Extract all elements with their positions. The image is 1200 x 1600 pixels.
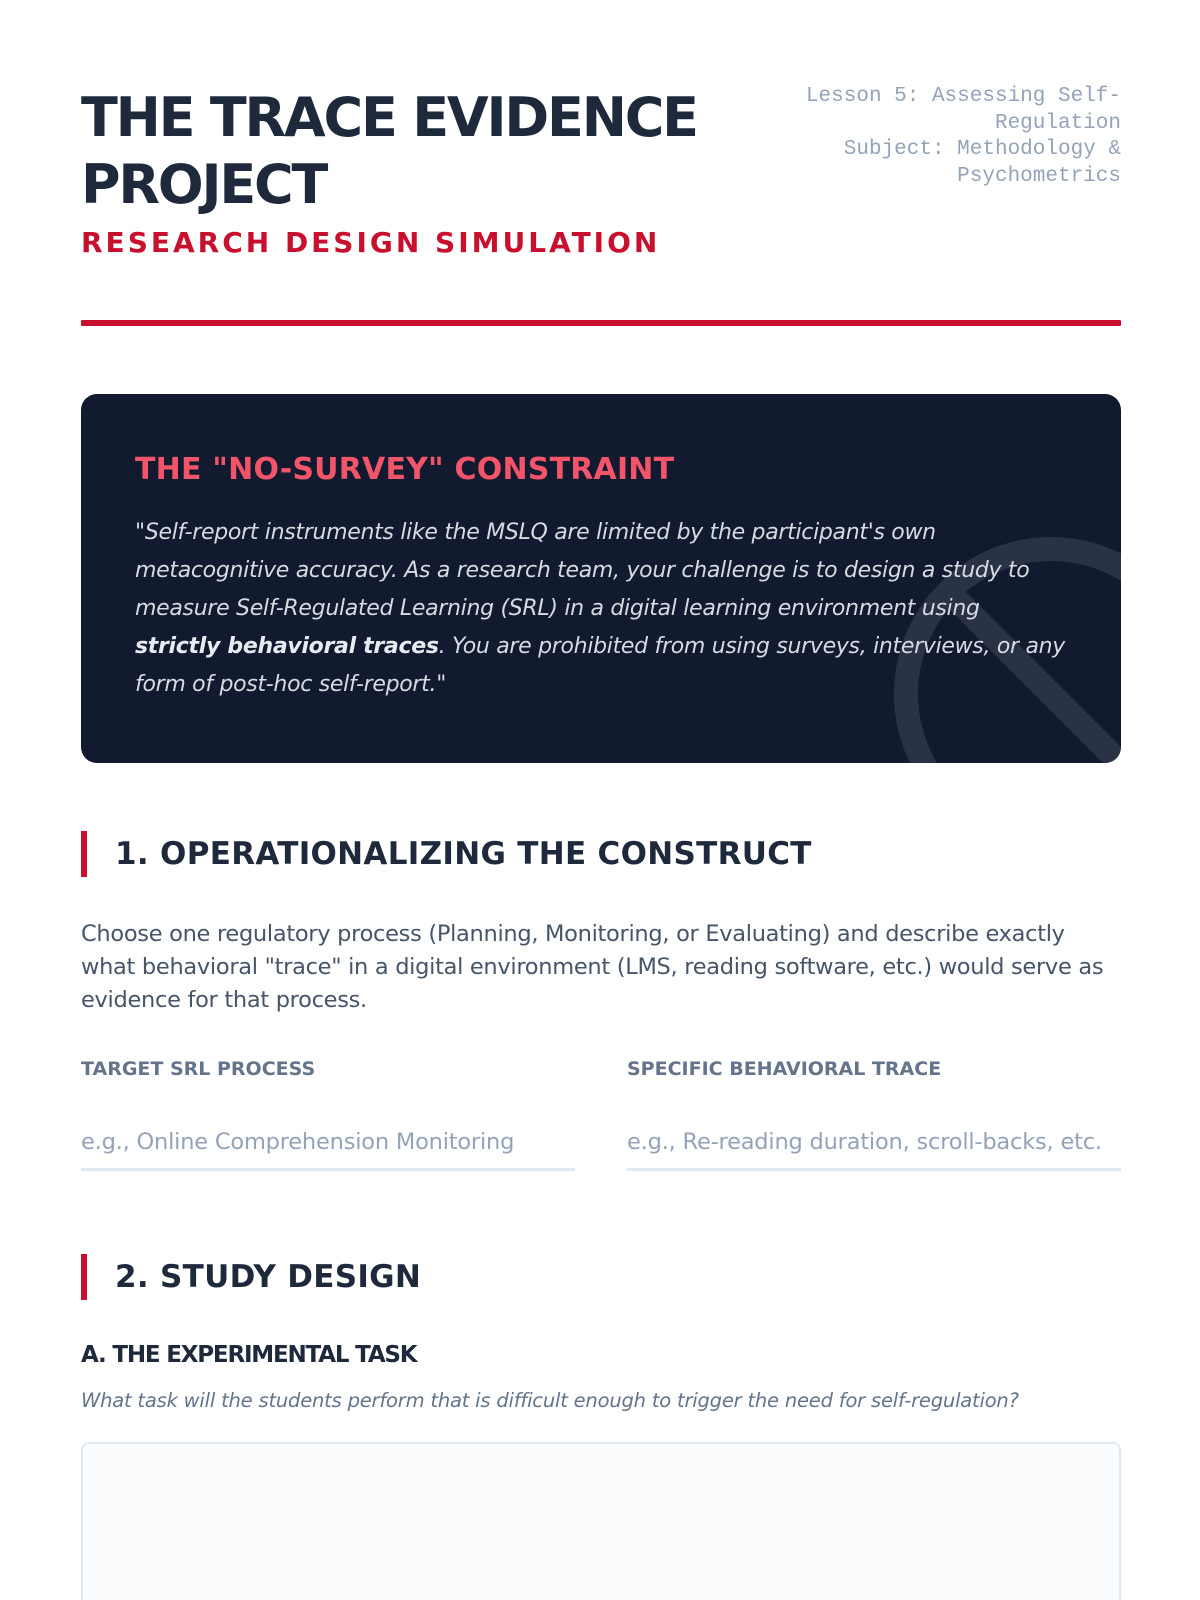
experimental-task-textarea[interactable] [81, 1442, 1121, 1600]
constraint-quote-part2: . You are prohibited from using surveys, interviews, or any form of post-hoc self-report." [135, 634, 1065, 697]
target-process-label: TARGET SRL PROCESS [81, 1058, 316, 1080]
subject-label: Subject: Methodology & Psychometrics [843, 138, 1121, 188]
target-process-field [81, 1058, 575, 1171]
experimental-task-hint: What task will the students perform that is difficult enough to trigger the need for self-regulation? [81, 1389, 1019, 1412]
constraint-quote-part1: "Self-report instruments like the MSLQ are limited by the participant's own metacognitive accuracy. As a research team, your challenge is to design a study to measure Self-Regulated Learning (SRL) in a digital learning environment using [135, 520, 1030, 621]
behavioral-trace-label: SPECIFIC BEHAVIORAL TRACE [627, 1058, 942, 1080]
page-header [81, 84, 1121, 284]
header-divider [81, 320, 1121, 326]
constraint-quote [135, 514, 1070, 704]
section-heading-label: 2. STUDY DESIGN [115, 1259, 422, 1295]
experimental-task-heading: A. THE EXPERIMENTAL TASK [81, 1342, 417, 1368]
lesson-label: Lesson 5: Assessing Self-Regulation [805, 85, 1121, 135]
worksheet-page [81, 0, 1121, 1600]
lesson-meta [801, 84, 1121, 190]
target-process-input[interactable] [81, 1127, 575, 1171]
constraint-quote-emphasis: strictly behavioral traces [135, 634, 439, 659]
behavioral-trace-input[interactable] [627, 1127, 1121, 1171]
constraint-panel [81, 394, 1121, 763]
behavioral-trace-field [627, 1058, 1121, 1171]
section-intro: Choose one regulatory process (Planning, Monitoring, or Evaluating) and describe exactly what behavioral "trace" in a digital environment (LMS, reading software, etc.) would serve as evidence for that process. [81, 921, 1104, 1013]
section-heading-study-design [81, 1254, 1121, 1300]
section-heading-operationalizing [81, 831, 1121, 877]
page-title: THE TRACE EVIDENCE PROJECT [81, 86, 697, 216]
page-subtitle: RESEARCH DESIGN SIMULATION [81, 226, 661, 259]
constraint-title: THE "NO-SURVEY" CONSTRAINT [135, 452, 675, 487]
section-heading-label: 1. OPERATIONALIZING THE CONSTRUCT [115, 836, 812, 872]
